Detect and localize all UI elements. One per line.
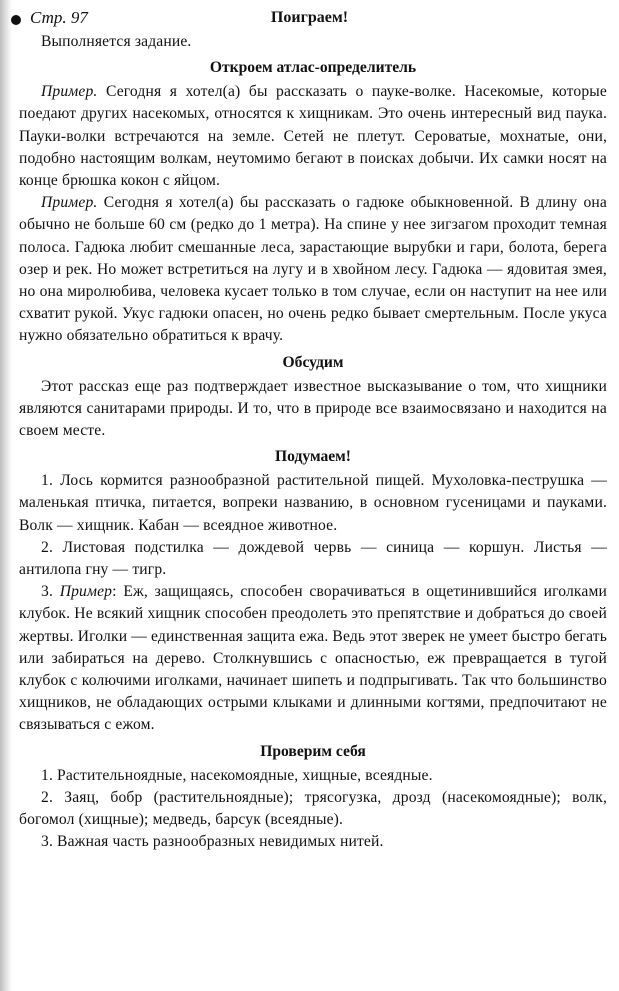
- page-title: Поиграем!: [270, 9, 349, 26]
- discuss-text: Этот рассказ еще раз подтверждает известное высказывание о том, что хищники являются санитарами природы. И то, что в природе все взаимосвязано и находится на своем месте.: [19, 377, 607, 440]
- example-label: Пример: [59, 583, 113, 601]
- section-title-discuss: Обсудим: [282, 353, 344, 371]
- example-text: Сегодня я хотел(а) бы рассказать о пауке-волке. Насекомые, которые поедают других насекомых, относятся к хищникам. Это очень интересный вид паука. Пауки-волки встречаются на земле. Сетей не плетут. Сероватые, мохнатые, они, подобно настоящим волкам, неутомимо бегают в поисках добычи. Их самки носят на конце брюшка кокон с яйцом.: [19, 83, 607, 190]
- check-item-1: 1. Растительноядные, насекомоядные, хищные, всеядные.: [41, 766, 433, 784]
- page-reference: Стр. 97: [30, 8, 88, 27]
- section-title-check: Проверим себя: [260, 742, 366, 760]
- check-item-2: 2. Заяц, бобр (растительноядные); трясогузка, дрозд (насекомоядные); волк, богомол (хищные); медведь, барсук (всеядные).: [19, 788, 607, 829]
- example-label: Пример.: [41, 194, 98, 212]
- example-text: Сегодня я хотел(а) бы рассказать о гадюке обыкновенной. В длину она обычно не больше 60 см (редко до 1 метра). На спине у нее зигзагом проходит темная полоса. Гадюка любит смешанные леса, зарастающие вырубки и гари, болота, берега озер и рек. Но может встретиться на лугу и в хвойном лесу. Гадюка — ядовитая змея, но она миролюбива, человека кусает только в том случае, если он наступит на нее или схватит рукой. Укус гадюки опасен, но очень редко бывает смертельным. После укуса нужно обязательно обратиться к врачу.: [19, 194, 607, 345]
- section-title-atlas: Откроем атлас-определитель: [209, 59, 417, 77]
- intro-text: Выполняется задание.: [41, 33, 192, 50]
- think-item-2: 2. Листовая подстилка — дождевой червь — синица — коршун. Листья — антилопа гну — тигр.: [19, 538, 607, 579]
- scan-shadow-edge: [0, 0, 12, 991]
- page-content: [19, 31, 607, 854]
- example-label: Пример.: [41, 83, 98, 101]
- example-text: : Еж, защищаясь, способен сворачиваться в ощетинившийся иголками клубок. Не всякий хищник способен преодолеть это препятствие и добраться до своей жертвы. Иголки — единственная защита ежа. Ведь этот зверек не умеет быстро бегать или забираться на дерево. Столкнувшись с опасностью, еж превращается в тугой клубок с колючими иголками, начинает шипеть и подпрыгивать. Так что большинство хищников, не обладающих острыми клыками и длинными когтями, предпочитают не связываться с ежом.: [19, 583, 607, 734]
- check-item-3: 3. Важная часть разнообразных невидимых нитей.: [41, 833, 384, 851]
- atlas-example-spider: [19, 81, 607, 192]
- think-item-1: 1. Лось кормится разнообразной растительной пищей. Мухоловка-пеструшка — маленькая птичка, питается, вопреки названию, в основном гусеницами и пауками. Волк — хищник. Кабан — всеядное животное.: [19, 472, 607, 534]
- atlas-example-viper: [19, 192, 607, 347]
- think-item-3: [19, 581, 607, 736]
- item-number: 3.: [41, 583, 60, 601]
- section-title-think: Подумаем!: [274, 448, 351, 466]
- page-header: [0, 6, 619, 30]
